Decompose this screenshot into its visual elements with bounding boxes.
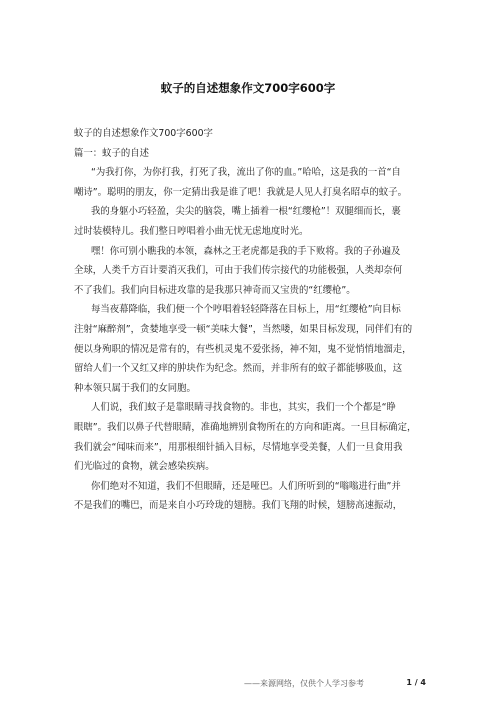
document-body — [74, 124, 422, 516]
paragraph-line: 你们绝对不知道，我们不但眼睛，还是哑巴。人们所听到的“嗡嗡进行曲”并 — [91, 480, 401, 492]
paragraph-line: 过时装模特儿。我们整日哼唱着小曲无忧无虑地度时光。 — [74, 225, 309, 237]
paragraph-line: 种本领只属于我们的女同胞。 — [74, 382, 196, 394]
paragraph-line: 眼瞎”。我们以鼻子代替眼睛，准确地辨别食物所在的方向和距离。一旦目标确定， — [74, 421, 417, 433]
paragraph-line: 人们说，我们蚊子是靠眼睛寻找食物的。非也，其实，我们一个个都是“睁 — [91, 402, 396, 414]
section-heading: 篇一：蚊子的自述 — [74, 147, 150, 159]
document-title: 蚊子的自述想象作文700字600字 — [160, 81, 336, 95]
paragraph-line: 嘿！你可别小瞧我的本领，森林之王老虎都是我的手下败将。我的子孙遍及 — [91, 245, 401, 257]
page-number: 1 / 4 — [406, 678, 426, 687]
source-note: ——来源网络，仅供个人学习参考 — [244, 679, 364, 688]
paragraph-line: 们光临过的食物，就会感染疾病。 — [74, 461, 215, 473]
paragraph-line: 便以身殉职的情况是常有的，有些机灵鬼不爱张扬，神不知，鬼不觉悄悄地溜走， — [74, 343, 412, 355]
paragraph-line: 不是我们的嘴巴，而是来自小巧玲珑的翅膀。我们飞翔的时候，翅膀高速振动， — [74, 500, 403, 512]
subtitle-line: 蚊子的自述想象作文700字600字 — [74, 128, 213, 139]
paragraph-line: 嘲诗”。聪明的朋友，你一定猜出我是谁了吧！我就是人见人打臭名昭卓的蚊子。 — [74, 186, 407, 198]
paragraph-line: 我们就会“闻味而来”，用那根细针插入目标，尽情地享受美餐，人们一旦食用我 — [74, 441, 403, 453]
page-footer — [244, 678, 426, 689]
paragraph-line: 每当夜幕降临，我们便一个个哼唱着轻轻降落在目标上，用“红缨枪”向目标 — [91, 304, 401, 316]
paragraph-line: 我的身躯小巧轻盈，尖尖的脑袋，嘴上插着一根“红缨枪”！双腿细而长，裹 — [91, 206, 401, 218]
paragraph-line: 全球，人类千方百计要消灭我们，可由于我们传宗接代的功能极强，人类却奈何 — [74, 265, 403, 277]
paragraph-line: “为我打你，为你打我，打死了我，流出了你的血。”哈哈，这是我的一首“自 — [91, 167, 401, 179]
paragraph-line: 注射“麻醉剂”，贪婪地享受一顿“美味大餐”，当然喽，如果目标发现，同伴们有的 — [74, 323, 413, 335]
paragraph-line: 留给人们一个又红又痒的肿块作为纪念。然而，并非所有的蚊子都能够吸血，这 — [74, 363, 403, 375]
paragraph-line: 不了我们。我们向目标进攻靠的是我那只神奇而又宝贵的“红缨枪”。 — [74, 284, 356, 296]
